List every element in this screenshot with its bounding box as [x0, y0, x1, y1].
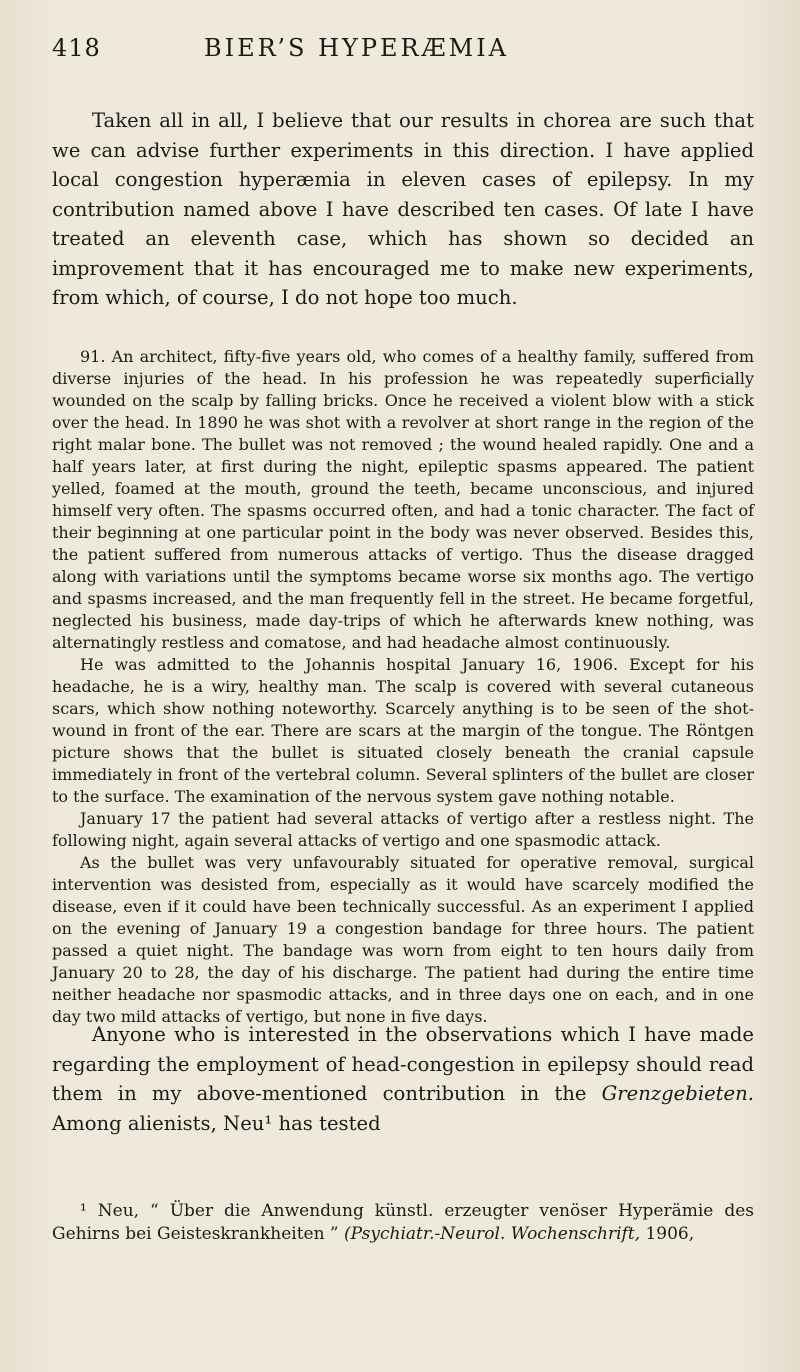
footnote-text: ¹ Neu, “ Über die Anwendung künstl. erzeugter venöser Hyperämie des Gehirns bei Geisteskrankheiten ” [52, 1201, 754, 1244]
case-paragraph-treatment: As the bullet was very unfavourably situated for operative removal, surgical intervention was desisted from, especially as it would have scarcely modified the disease, even if it could have been technically successful. As an experiment I applied on the evening of January 19 a congestion bandage for three hours. The patient passed a quiet night. The bandage was worn from eight to ten hours daily from January 20 to 28, the day of his discharge. The patient had during the entire time neither headache nor spasmodic attacks, and in three days one on each, and in one day two mild attacks of vertigo, but none in five days. [52, 853, 754, 1026]
case-paragraph-history: 91. An architect, fifty-five years old, who comes of a healthy family, suffered from diverse injuries of the head. In his profession he was repeatedly superficially wounded on the scalp by falling bricks. Once he received a violent blow with a stick over the head. In 1890 he was shot with a revolver at short range in the region of the right malar bone. The bullet was not removed ; the wound healed rapidly. One and a half years later, at first during the night, epileptic spasms appeared. The patient yelled, foamed at the mouth, ground the teeth, became unconscious, and injured himself very often. The spasms occurred often, and had a tonic character. The fact of their beginning at one particular point in the body was never observed. Besides this, the patient suffered from numerous attacks of vertigo. Thus the disease dragged along with variations until the symptoms became worse six months ago. The vertigo and spasms increased, and the man frequently fell in the street. He became forgetful, neglected his business, made day-trips of which he afterwards knew nothing, was alternatingly restless and comatose, and had headache almost continuously. [52, 347, 754, 652]
page-header [52, 34, 748, 74]
closing-text-start: Anyone who is interested in the observations which I have made regarding the employment of head-congestion in epilepsy should read them in my above-mentioned contribution in the [52, 1023, 754, 1105]
closing-paragraph [52, 1020, 754, 1138]
footnote [52, 1200, 754, 1246]
closing-text-italic: Grenzgebieten. [601, 1082, 754, 1105]
footnote-citation: (Psychiatr.-Neurol. Wochenschrift, [344, 1224, 641, 1244]
case-paragraph-january-17: January 17 the patient had several attacks of vertigo after a restless night. The following night, again several attacks of vertigo and one spasmodic attack. [52, 809, 754, 850]
case-paragraph-admission: He was admitted to the Johannis hospital January 16, 1906. Except for his headache, he is a wiry, healthy man. The scalp is covered with several cutaneous scars, which show nothing noteworthy. Scarcely anything is to be seen of the shot-wound in front of the ear. There are scars at the margin of the tongue. The Röntgen picture shows that the bullet is situated closely beneath the cranial capsule immediately in front of the vertebral column. Several splinters of the bullet are closer to the surface. The examination of the nervous system gave nothing notable. [52, 655, 754, 806]
lead-paragraph: Taken all in all, I believe that our results in chorea are such that we can advise further experiments in this direction. I have applied local congestion hyperæmia in eleven cases of epilepsy. In my contribution named above I have described ten cases. Of late I have treated an eleventh case, which has shown so decided an improvement that it has encouraged me to make new experiments, from which, of course, I do not hope too much. [52, 109, 754, 309]
closing-text-end: Among alienists, Neu¹ has tested [52, 1111, 381, 1135]
footnote-citation-tail: 1906, [640, 1224, 695, 1244]
running-title: BIER’S HYPERÆMIA [204, 34, 510, 62]
page-number: 418 [52, 34, 101, 62]
case-report [52, 346, 754, 1028]
